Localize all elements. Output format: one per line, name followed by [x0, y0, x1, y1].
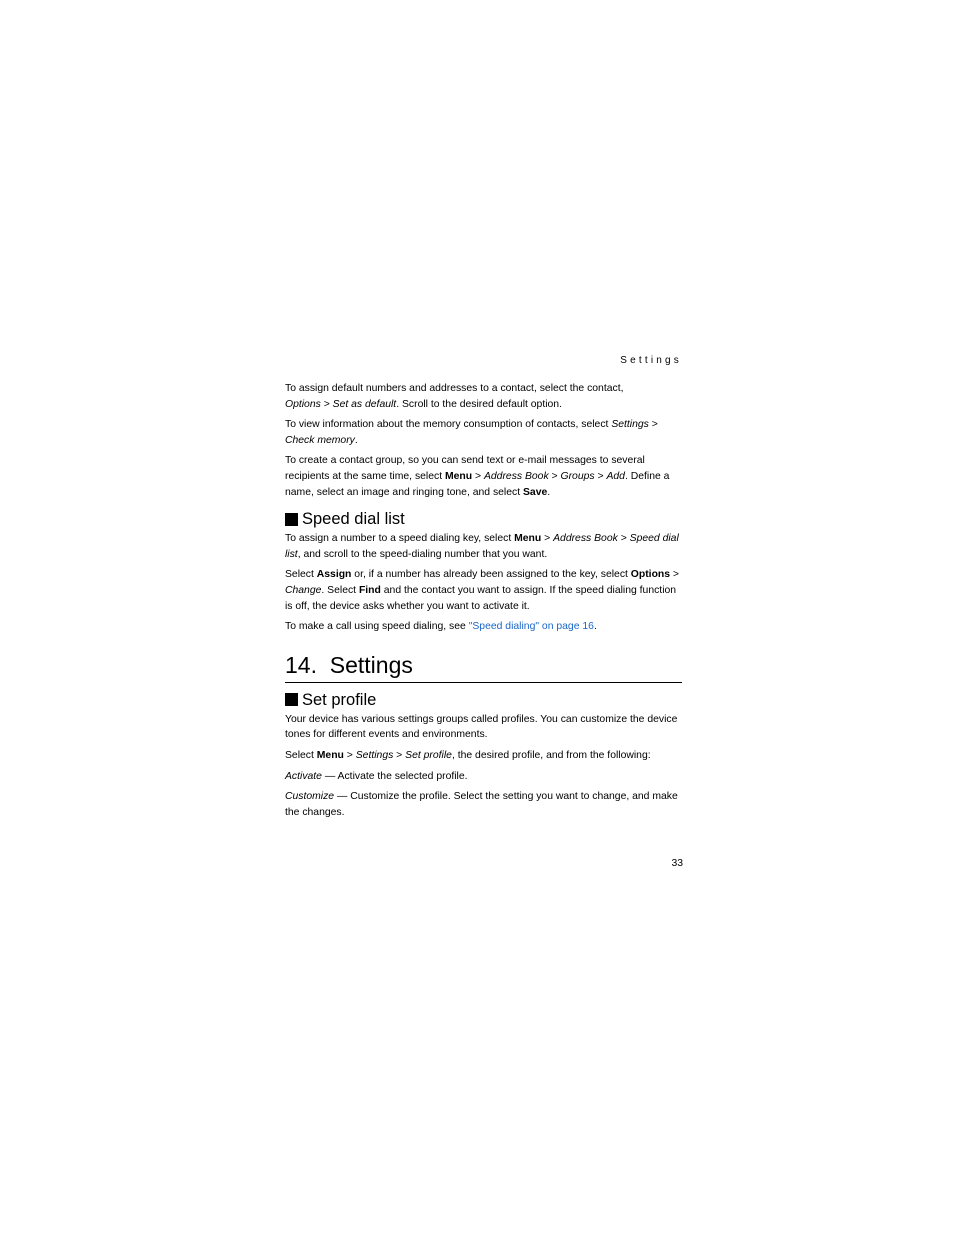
menu-path-address-book: Address Book [483, 470, 549, 482]
menu-path-settings: Settings [355, 749, 394, 761]
option-desc: — Activate the selected profile. [321, 770, 468, 782]
menu-key-assign: Assign [316, 569, 352, 581]
separator: > [343, 749, 356, 761]
text: . [593, 621, 597, 633]
option-term: Customize [285, 791, 335, 803]
text: To create a contact group, so you can send text or e-mail messages to several recipients at the same time, select [285, 455, 645, 482]
menu-key-menu: Menu [316, 749, 344, 761]
separator: > [594, 470, 607, 482]
contacts-paragraph-memory [285, 417, 682, 448]
menu-key-save: Save [522, 486, 548, 498]
menu-key-menu: Menu [514, 533, 542, 545]
text: , the desired profile, and from the following: [451, 749, 651, 761]
separator: > [320, 398, 333, 410]
menu-path-add: Add [606, 470, 625, 482]
separator: > [393, 749, 406, 761]
contacts-paragraph-default [285, 381, 682, 412]
menu-key-find: Find [358, 584, 381, 596]
menu-path-settings: Settings [611, 419, 649, 431]
option-desc: — Customize the profile. Select the setting you want to change, and make the changes. [285, 791, 678, 818]
menu-path-change: Change [285, 584, 322, 596]
section-square-icon [285, 513, 298, 526]
running-header: Settings [620, 355, 682, 366]
section-heading-speed-dial [285, 509, 682, 529]
menu-path-options: Options [285, 398, 321, 410]
section-heading-set-profile [285, 690, 682, 710]
separator: > [541, 533, 554, 545]
speed-dial-paragraph-assign [285, 531, 682, 562]
menu-path-groups: Groups [560, 470, 595, 482]
menu-path-speed-dial-list: Speed dial list [285, 533, 679, 560]
speed-dial-paragraph-call [285, 619, 682, 635]
cross-reference-link[interactable]: "Speed dialing" on page 16 [468, 621, 594, 633]
profile-paragraph-select [285, 748, 682, 764]
text: To view information about the memory consumption of contacts, select [285, 419, 612, 431]
page-content [285, 381, 682, 825]
text: . Scroll to the desired default option. [396, 398, 562, 410]
separator: > [548, 470, 561, 482]
text: . [547, 486, 551, 498]
profile-paragraph-intro: Your device has various settings groups called profiles. You can customize the device tones for different events and environments. [285, 713, 678, 741]
page-number: 33 [671, 858, 683, 869]
text: and the contact you want to assign. If the speed dialing function is off, the device asks whether you want to activate it. [285, 584, 677, 612]
menu-path-check-memory: Check memory [285, 434, 355, 446]
text: or, if a number has already been assigned to the key, select [351, 569, 631, 581]
profile-option-customize [285, 789, 682, 820]
option-term: Activate [285, 770, 322, 782]
text: To make a call using speed dialing, see [285, 621, 469, 633]
separator: > [648, 419, 658, 431]
speed-dial-paragraph-select [285, 567, 682, 614]
section-heading-text: Speed dial list [302, 510, 405, 529]
separator: > [472, 470, 484, 482]
menu-key-options: Options [630, 569, 671, 581]
menu-path-address-book: Address Book [553, 533, 618, 545]
text: Select [285, 569, 317, 581]
section-square-icon [285, 693, 298, 706]
separator: > [670, 569, 680, 581]
text: To assign a number to a speed dialing key, select [285, 533, 515, 545]
section-heading-text: Set profile [302, 690, 377, 709]
menu-path-set-as-default: Set as default [332, 398, 397, 410]
text: , and scroll to the speed-dialing number that you want. [297, 548, 548, 560]
text: . Define a name, select an image and ringing tone, and select [285, 470, 670, 498]
profile-option-activate [285, 769, 682, 785]
chapter-title: 14. Settings [285, 650, 682, 683]
text: To assign default numbers and addresses to a contact, select the contact, [285, 383, 624, 394]
text: Select [285, 749, 317, 761]
text: . [354, 434, 358, 446]
menu-path-set-profile: Set profile [405, 749, 452, 761]
menu-key-menu: Menu [444, 470, 473, 482]
text: . Select [321, 584, 359, 596]
contacts-paragraph-group [285, 453, 682, 500]
separator: > [617, 533, 630, 545]
